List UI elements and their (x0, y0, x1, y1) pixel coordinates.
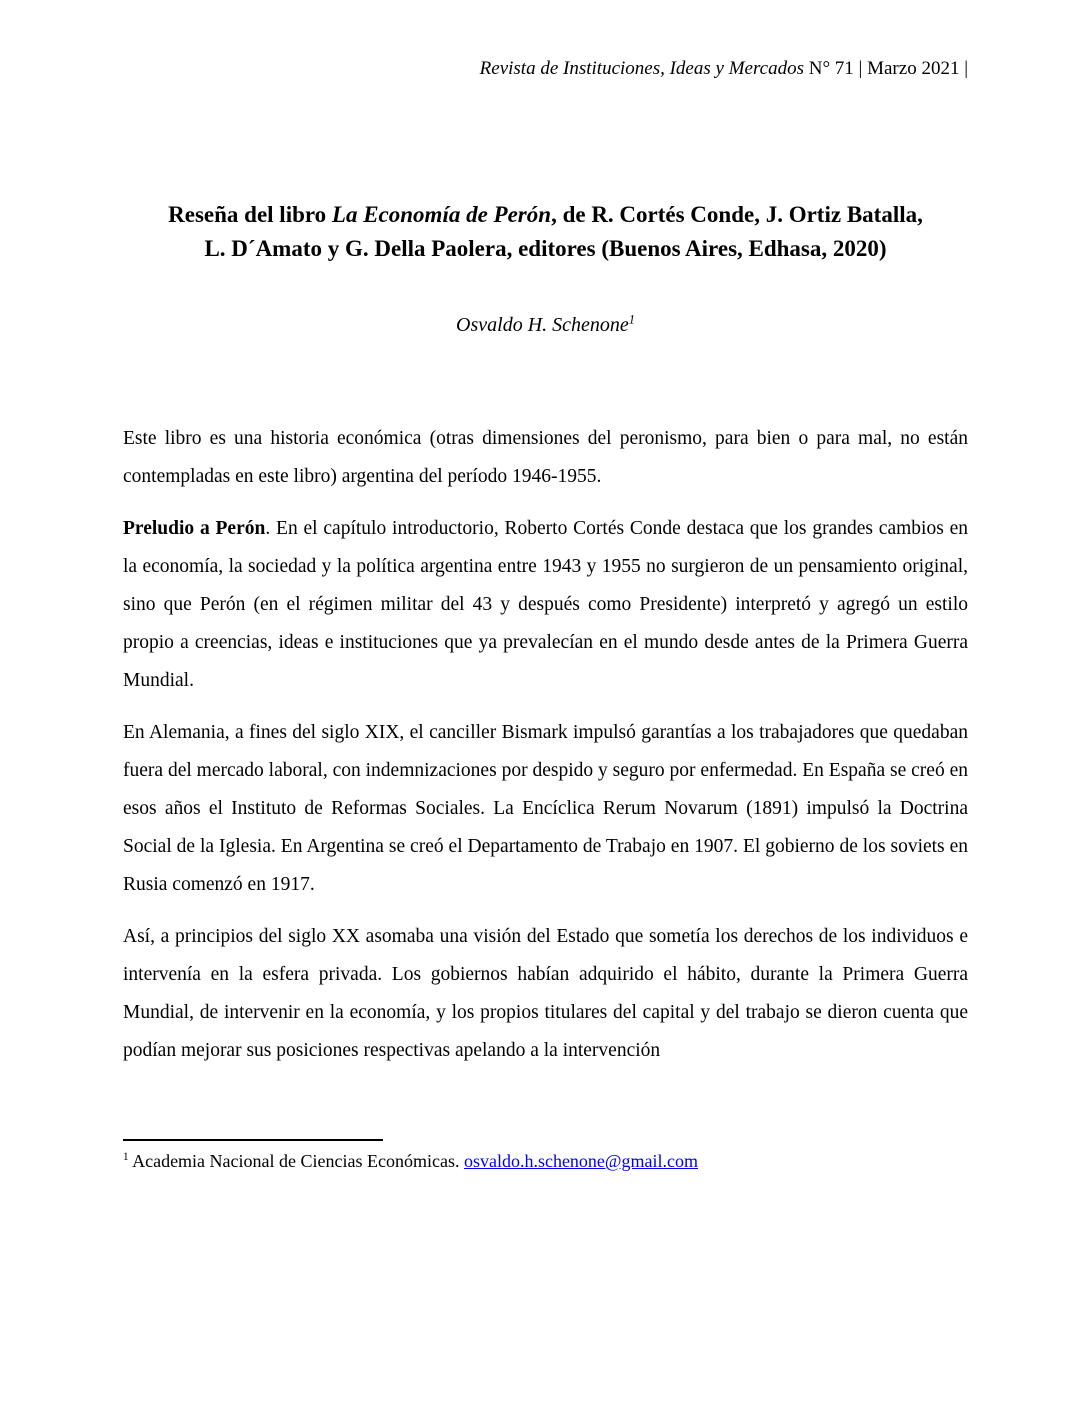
paragraph-3-text: En Alemania, a fines del siglo XIX, el canciller Bismark impulsó garantías a los trabajadores que quedaban fuera del mercado laboral, con indemnizaciones por despido y seguro por enfermedad. En España se creó en esos años el Instituto de Reformas Sociales. La Encíclica Rerum Novarum (1891) impulsó la Doctrina Social de la Iglesia. En Argentina se creó el Departamento de Trabajo en 1907. El gobierno de los soviets en Rusia comenzó en 1917. (123, 722, 968, 895)
paragraph-1 (123, 420, 968, 496)
paragraph-2 (123, 510, 968, 700)
paragraph-2-lead: Preludio a Perón (123, 518, 266, 539)
footnote-text: Academia Nacional de Ciencias Económicas. (128, 1151, 464, 1171)
title-line-2: L. D´Amato y G. Della Paolera, editores (Buenos Aires, Edhasa, 2020) (204, 236, 887, 261)
footnote-separator (123, 1139, 383, 1141)
email-link[interactable]: osvaldo.h.schenone@gmail.com (463, 1151, 698, 1171)
journal-name: Revista de Instituciones, Ideas y Mercados (479, 58, 809, 79)
author-name: Osvaldo H. Schenone (456, 314, 629, 336)
paragraph-1-text: Este libro es una historia económica (otras dimensiones del peronismo, para bien o para mal, no están contempladas en este libro) argentina del período 1946-1955. (123, 428, 968, 487)
footnote-marker: 1 (123, 1151, 129, 1163)
title-text-post: , de R. Cortés Conde, J. Ortiz Batalla, (551, 202, 923, 227)
issue-info: N° 71 | Marzo 2021 | (808, 58, 968, 79)
book-title: La Economía de Perón (331, 202, 552, 227)
author-line (123, 313, 968, 337)
title-text-pre: Reseña del libro (168, 202, 332, 227)
article-title (123, 198, 968, 266)
paragraph-3 (123, 714, 968, 904)
paragraph-2-text: . En el capítulo introductorio, Roberto Cortés Conde destaca que los grandes cambios en la economía, la sociedad y la política argentina entre 1943 y 1955 no surgieron de un pensamiento original, sino que Perón (en el régimen militar del 43 y después como Presidente) interpretó y agregó un estilo propio a creencias, ideas e instituciones que ya prevalecían en el mundo desde antes de la Primera Guerra Mundial. (123, 518, 968, 691)
author-footnote-ref: 1 (628, 312, 635, 327)
footnote (123, 1149, 968, 1173)
running-header (123, 57, 968, 80)
article-body (123, 420, 968, 1070)
paragraph-4 (123, 918, 968, 1070)
title-line-1 (123, 198, 968, 232)
paragraph-4-text: Así, a principios del siglo XX asomaba una visión del Estado que sometía los derechos de los individuos e intervenía en la esfera privada. Los gobiernos habían adquirido el hábito, durante la Primera Guerra Mundial, de intervenir en la economía, y los propios titulares del capital y del trabajo se dieron cuenta que podían mejorar sus posiciones respectivas apelando a la intervención (123, 926, 968, 1061)
